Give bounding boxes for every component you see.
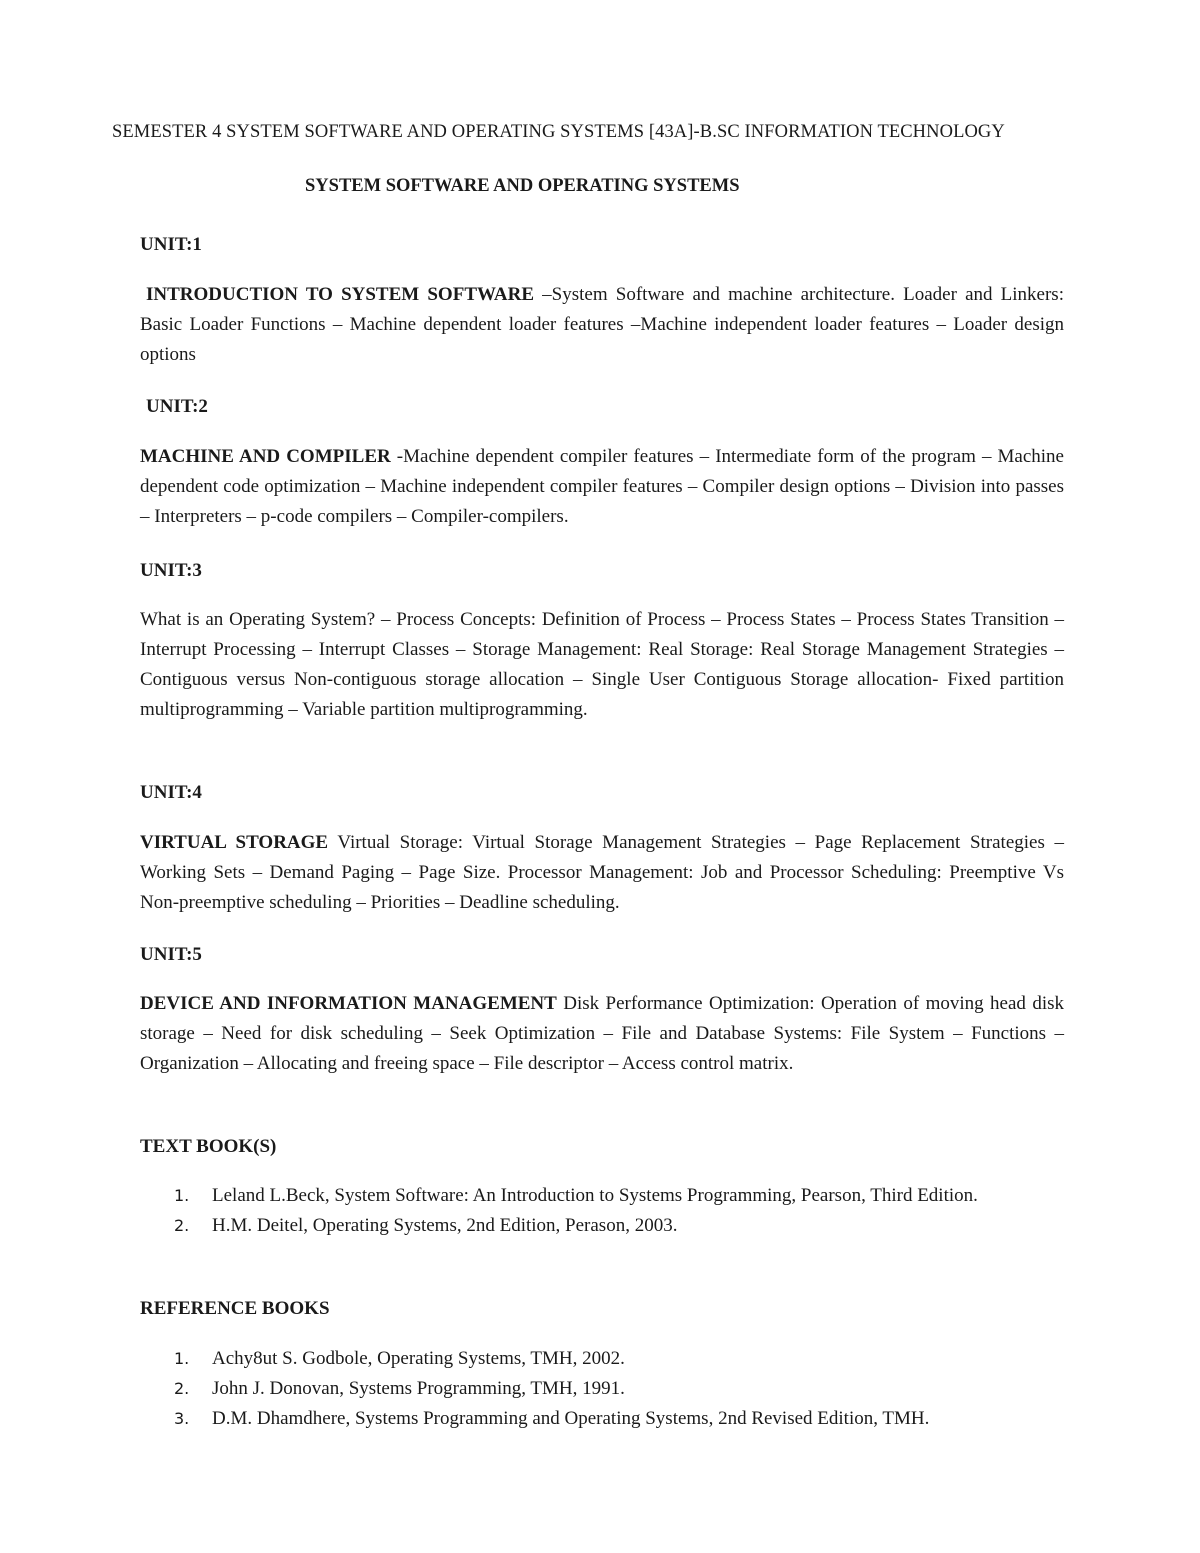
unit-1-text: –System Software and machine architecture. Loader and Linkers: Basic Loader Functions – Machine dependent loader features –Machine independent loader features – Loader design options	[140, 284, 1064, 365]
list-text: Achy8ut S. Godbole, Operating Systems, TMH, 2002.	[212, 1348, 625, 1369]
list-number: 2.	[174, 1379, 190, 1398]
unit-4-heading: VIRTUAL STORAGE	[140, 832, 329, 853]
unit-2-text: -Machine dependent compiler features – Intermediate form of the program – Machine dependent code optimization – Machine independent compiler features – Compiler design options – Division into passes – Interpreters – p-code compilers – Compiler-compilers.	[140, 446, 1064, 527]
page-header: SEMESTER 4 SYSTEM SOFTWARE AND OPERATING SYSTEMS [43A]-B.SC INFORMATION TECHNOLOGY	[112, 122, 1005, 142]
unit-3-label: UNIT:3	[140, 560, 202, 581]
textbooks-heading: TEXT BOOK(S)	[140, 1136, 277, 1157]
list-text: John J. Donovan, Systems Programming, TMH, 1991.	[212, 1378, 625, 1399]
unit-4-text: Virtual Storage: Virtual Storage Management Strategies – Page Replacement Strategies – Working Sets – Demand Paging – Page Size. Processor Management: Job and Processor Scheduling: Preemptive Vs Non-preemptive scheduling – Priorities – Deadline scheduling.	[140, 832, 1064, 913]
unit-3-text: What is an Operating System? – Process Concepts: Definition of Process – Process States – Process States Transition – Interrupt Processing – Interrupt Classes – Storage Management: Real Storage: Real Storage Management Strategies – Contiguous versus Non-contiguous storage allocation – Single User Contiguous Storage allocation- Fixed partition multiprogramming – Variable partition multiprogramming.	[140, 609, 1064, 720]
unit-1-description	[140, 280, 1064, 370]
list-item	[140, 1181, 1064, 1211]
list-item	[140, 1211, 1064, 1241]
unit-4-label: UNIT:4	[140, 782, 202, 803]
unit-1-label: UNIT:1	[140, 234, 202, 255]
list-text: H.M. Deitel, Operating Systems, 2nd Edition, Perason, 2003.	[212, 1215, 678, 1236]
unit-5-description	[140, 989, 1064, 1079]
list-text: D.M. Dhamdhere, Systems Programming and Operating Systems, 2nd Revised Edition, TMH.	[212, 1408, 930, 1429]
list-item	[140, 1404, 1064, 1434]
references-heading: REFERENCE BOOKS	[140, 1298, 330, 1319]
list-number: 1.	[174, 1186, 190, 1205]
textbooks-list	[140, 1181, 1064, 1241]
unit-5-text: Disk Performance Optimization: Operation of moving head disk storage – Need for disk scheduling – Seek Optimization – File and Database Systems: File System – Functions – Organization – Allocating and freeing space – File descriptor – Access control matrix.	[140, 993, 1064, 1074]
unit-2-label: UNIT:2	[146, 396, 208, 417]
list-number: 2.	[174, 1216, 190, 1235]
unit-5-heading: DEVICE AND INFORMATION MANAGEMENT	[140, 993, 557, 1014]
unit-1-heading: INTRODUCTION TO SYSTEM SOFTWARE	[146, 284, 534, 305]
list-item	[140, 1344, 1064, 1374]
unit-2-heading: MACHINE AND COMPILER	[140, 446, 391, 467]
list-number: 3.	[174, 1409, 190, 1428]
unit-4-description	[140, 828, 1064, 918]
unit-3-description	[140, 605, 1064, 725]
unit-5-label: UNIT:5	[140, 944, 202, 965]
document-title: SYSTEM SOFTWARE AND OPERATING SYSTEMS	[305, 176, 740, 196]
unit-2-description	[140, 442, 1064, 532]
list-text: Leland L.Beck, System Software: An Introduction to Systems Programming, Pearson, Third Edition.	[212, 1185, 978, 1206]
references-list	[140, 1344, 1064, 1434]
list-item	[140, 1374, 1064, 1404]
list-number: 1.	[174, 1349, 190, 1368]
